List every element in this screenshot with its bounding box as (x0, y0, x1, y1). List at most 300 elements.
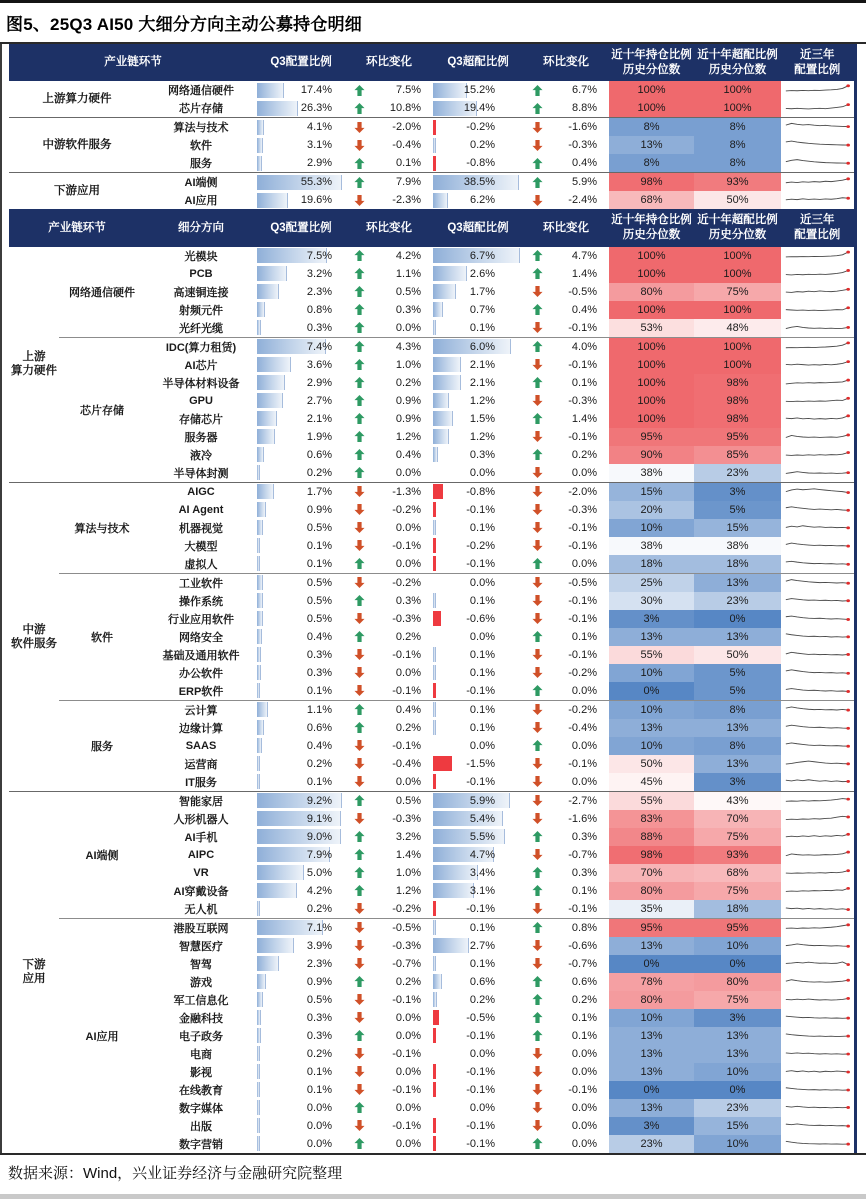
q3-overweight-cell (433, 356, 523, 374)
percentile-overweight-cell: 85% (694, 446, 781, 464)
percentile-holding-cell: 38% (609, 537, 694, 555)
down-arrow-icon (532, 504, 543, 515)
allocation-value: 0.1% (306, 539, 332, 552)
col-header-chain: 产业链环节 (9, 44, 257, 81)
chain-group-label: 下游应用 (9, 173, 145, 210)
change-value: 0.2% (571, 993, 597, 1006)
allocation-value: 0.5% (306, 576, 332, 589)
segment-label: 基础及通用软件 (162, 649, 240, 662)
change-value: 0.0% (395, 1065, 421, 1078)
change-value: 0.0% (571, 1065, 597, 1078)
mom-change-cell (345, 573, 433, 592)
percentile-holding-cell: 15% (609, 482, 694, 501)
segment-label: ERP软件 (178, 685, 224, 698)
sparkline-cell (781, 737, 855, 755)
q3-overweight-cell (433, 191, 523, 209)
change-value: -0.3% (392, 812, 421, 825)
sparkline-cell (781, 610, 855, 628)
q3-overweight-cell (433, 81, 523, 99)
change-value: 1.2% (395, 430, 421, 443)
overweight-value: -0.5% (466, 1011, 495, 1024)
sparkline-chart (783, 247, 851, 262)
sparkline-chart (783, 646, 851, 661)
change-value: 0.0% (395, 1029, 421, 1042)
table-row (9, 918, 855, 937)
segment-label: 军工信息化 (173, 994, 229, 1007)
up-arrow-icon (354, 558, 365, 569)
sparkline-cell (781, 537, 855, 555)
overweight-value: -0.1% (466, 503, 495, 516)
overweight-value: -0.1% (466, 1065, 495, 1078)
overweight-value: -0.1% (466, 1083, 495, 1096)
sparkline-cell (781, 1135, 855, 1153)
overweight-change-cell (523, 81, 609, 99)
overweight-change-cell (523, 646, 609, 664)
segment-label: 出版 (190, 1120, 212, 1133)
overweight-value: 0.1% (469, 957, 495, 970)
table-row (9, 573, 855, 592)
change-value: 4.0% (571, 340, 597, 353)
percentile-overweight-cell: 18% (694, 555, 781, 574)
change-value: 0.0% (395, 775, 421, 788)
q3-overweight-cell (433, 755, 523, 773)
change-value: 0.9% (395, 394, 421, 407)
change-value: 0.0% (571, 1119, 597, 1132)
figure-title: 图5、25Q3 AI50 大细分方向主动公募持仓明细 (6, 15, 362, 34)
percentile-overweight-cell: 13% (694, 1027, 781, 1045)
mom-change-cell (345, 154, 433, 173)
down-arrow-icon (532, 813, 543, 824)
sparkline-chart (783, 937, 851, 952)
segment-label: AI端侧 (145, 173, 257, 192)
up-arrow-icon (532, 1138, 543, 1149)
percentile-overweight-cell: 3% (694, 1009, 781, 1027)
segment-label: 影视 (190, 1066, 212, 1079)
percentile-holding-cell: 25% (609, 573, 694, 592)
percentile-holding-cell: 23% (609, 1135, 694, 1153)
change-value: 1.0% (395, 358, 421, 371)
mom-change-cell (345, 937, 433, 955)
q3-allocation-cell (257, 392, 345, 410)
allocation-value: 7.5% (306, 249, 332, 262)
q3-overweight-cell (433, 1063, 523, 1081)
q3-allocation-cell (257, 1135, 345, 1153)
q3-overweight-cell (433, 374, 523, 392)
change-value: 0.1% (571, 1029, 597, 1042)
down-arrow-icon (354, 1012, 365, 1023)
overweight-value: 6.7% (469, 249, 495, 262)
change-value: -0.5% (568, 285, 597, 298)
change-value: -0.2% (392, 902, 421, 915)
mom-change-cell (345, 737, 433, 755)
sparkline-chart (783, 810, 851, 825)
sparkline-chart (783, 1027, 851, 1042)
q3-overweight-cell (433, 791, 523, 810)
mom-change-cell (345, 900, 433, 919)
change-value: -0.1% (568, 594, 597, 607)
sparkline-chart (783, 1063, 851, 1078)
percentile-holding-cell: 10% (609, 1009, 694, 1027)
allocation-value: 0.3% (306, 321, 332, 334)
up-arrow-icon (532, 976, 543, 987)
segment-label: 网络通信硬件 (168, 85, 235, 98)
segment-label: IT服务 (185, 776, 217, 789)
down-arrow-icon (532, 795, 543, 806)
down-arrow-icon (354, 940, 365, 951)
segment-label: 工业软件 (145, 573, 257, 592)
q3-overweight-cell (433, 682, 523, 701)
sparkline-cell (781, 1099, 855, 1117)
change-value: -0.1% (392, 993, 421, 1006)
allocation-value: 0.1% (306, 775, 332, 788)
allocation-value: 0.6% (306, 448, 332, 461)
change-value: -0.1% (392, 1119, 421, 1132)
sparkline-chart (783, 154, 851, 169)
allocation-value: 9.0% (306, 830, 332, 843)
percentile-overweight-cell: 5% (694, 682, 781, 701)
col-header-segment: 细分方向 (145, 209, 257, 246)
overweight-value: 0.0% (469, 466, 495, 479)
percentile-overweight-cell: 18% (694, 900, 781, 919)
up-arrow-icon (532, 831, 543, 842)
percentile-overweight-cell: 95% (694, 428, 781, 446)
up-arrow-icon (532, 158, 543, 169)
percentile-holding-cell: 100% (609, 337, 694, 356)
segment-label: 服务器 (184, 431, 218, 444)
sparkline-cell (781, 410, 855, 428)
change-value: 4.2% (395, 249, 421, 262)
percentile-overweight-cell: 8% (694, 154, 781, 173)
percentile-holding-cell: 13% (609, 1099, 694, 1117)
down-arrow-icon (532, 704, 543, 715)
sparkline-chart (783, 464, 851, 479)
q3-allocation-cell (257, 973, 345, 991)
percentile-overweight-cell: 100% (694, 301, 781, 319)
q3-allocation-cell (257, 828, 345, 846)
overweight-value: 0.1% (469, 666, 495, 679)
sparkline-chart (783, 664, 851, 679)
q3-overweight-cell (433, 1099, 523, 1117)
down-arrow-icon (532, 667, 543, 678)
q3-allocation-cell (257, 846, 345, 864)
q3-allocation-cell (257, 247, 345, 265)
sparkline-cell (781, 154, 855, 173)
overweight-value: 0.1% (469, 648, 495, 661)
down-arrow-icon (354, 740, 365, 751)
mom-change-cell (345, 882, 433, 900)
overweight-value: -0.2% (466, 121, 496, 134)
overweight-value: 0.2% (469, 139, 496, 152)
percentile-overweight-cell: 95% (694, 918, 781, 937)
percentile-holding-cell: 100% (609, 301, 694, 319)
segment-label: 虚拟人 (184, 558, 218, 571)
down-arrow-icon (532, 1120, 543, 1131)
percentile-overweight-cell: 8% (694, 700, 781, 719)
change-value: 0.3% (395, 594, 421, 607)
segment-label: IDC(算力租赁) (145, 337, 257, 356)
sparkline-chart (783, 846, 851, 861)
q3-overweight-cell (433, 828, 523, 846)
change-value: 10.8% (389, 102, 422, 115)
overweight-change-cell (523, 555, 609, 574)
sparkline-chart (783, 574, 851, 589)
up-arrow-icon (532, 413, 543, 424)
q3-overweight-cell (433, 773, 523, 792)
percentile-overweight-cell: 13% (694, 719, 781, 737)
change-value: -0.1% (392, 1047, 421, 1060)
allocation-value: 3.6% (306, 358, 332, 371)
overweight-change-cell (523, 791, 609, 810)
allocation-value: 0.1% (306, 684, 332, 697)
overweight-change-cell (523, 265, 609, 283)
overweight-change-cell (523, 973, 609, 991)
overweight-change-cell (523, 99, 609, 118)
overweight-change-cell (523, 519, 609, 537)
q3-allocation-cell (257, 356, 345, 374)
sparkline-chart (783, 737, 851, 752)
change-value: 0.3% (395, 303, 421, 316)
up-arrow-icon (354, 359, 365, 370)
overweight-change-cell (523, 573, 609, 592)
allocation-value: 0.2% (306, 466, 332, 479)
overweight-value: -0.1% (466, 1029, 495, 1042)
percentile-holding-cell: 100% (609, 356, 694, 374)
allocation-value: 2.9% (306, 157, 333, 170)
overweight-value: 0.1% (469, 321, 495, 334)
segment-label: 芯片存储 (179, 103, 224, 116)
allocation-value: 0.1% (306, 557, 332, 570)
change-value: 0.2% (571, 448, 597, 461)
down-arrow-icon (532, 722, 543, 733)
percentile-overweight-cell: 23% (694, 464, 781, 483)
segment-label: 电子政务 (179, 1030, 223, 1043)
percentile-overweight-cell: 8% (694, 118, 781, 137)
subgroup-label: 算法与技术 (59, 482, 145, 573)
mom-change-cell (345, 519, 433, 537)
q3-overweight-cell (433, 118, 523, 137)
overweight-change-cell (523, 410, 609, 428)
overweight-change-cell (523, 900, 609, 919)
overweight-value: 2.1% (469, 376, 495, 389)
overweight-value: -0.1% (466, 1119, 495, 1132)
mom-change-cell (345, 846, 433, 864)
allocation-value: 0.0% (306, 1119, 332, 1132)
down-arrow-icon (532, 849, 543, 860)
q3-overweight-cell (433, 955, 523, 973)
mom-change-cell (345, 646, 433, 664)
col-header-q3-allocation: Q3配置比例 (257, 44, 345, 81)
change-value: -0.5% (568, 576, 597, 589)
percentile-holding-cell: 0% (609, 682, 694, 701)
overweight-change-cell (523, 446, 609, 464)
sparkline-chart (783, 555, 851, 570)
mom-change-cell (345, 592, 433, 610)
sparkline-cell (781, 99, 855, 118)
sparkline-cell (781, 501, 855, 519)
mom-change-cell (345, 428, 433, 446)
allocation-value: 0.8% (306, 303, 332, 316)
col-header-chain: 产业链环节 (9, 209, 145, 246)
segment-label: 港股互联网 (145, 918, 257, 937)
change-value: -2.0% (392, 121, 422, 134)
col-header-sparkline: 近三年 配置比例 (781, 44, 855, 81)
segment-label: SAAS (185, 739, 217, 752)
change-value: 0.1% (395, 157, 422, 170)
allocation-value: 0.9% (306, 975, 332, 988)
percentile-holding-cell: 90% (609, 446, 694, 464)
change-value: 0.0% (571, 557, 597, 570)
subgroup-label: 网络通信硬件 (69, 286, 135, 299)
percentile-overweight-cell: 8% (694, 737, 781, 755)
sparkline-chart (783, 682, 851, 697)
percentile-overweight-cell: 50% (694, 191, 781, 209)
col-header-q3-allocation: Q3配置比例 (257, 209, 345, 246)
q3-overweight-cell (433, 555, 523, 574)
sparkline-cell (781, 392, 855, 410)
q3-allocation-cell (257, 1045, 345, 1063)
sparkline-cell (781, 755, 855, 773)
overweight-value: 1.5% (469, 412, 495, 425)
change-value: -2.4% (568, 194, 598, 207)
change-value: -0.2% (392, 503, 421, 516)
sparkline-chart (783, 301, 851, 316)
overweight-change-cell (523, 337, 609, 356)
q3-allocation-cell (257, 537, 345, 555)
percentile-overweight-cell: 0% (694, 955, 781, 973)
q3-allocation-cell (257, 99, 345, 118)
percentile-overweight-cell: 75% (694, 283, 781, 301)
overweight-change-cell (523, 1045, 609, 1063)
percentile-overweight-cell: 38% (694, 537, 781, 555)
q3-overweight-cell (433, 1009, 523, 1027)
sparkline-chart (783, 392, 851, 407)
q3-overweight-cell (433, 664, 523, 682)
percentile-holding-cell: 13% (609, 136, 694, 154)
percentile-holding-cell: 78% (609, 973, 694, 991)
mom-change-cell (345, 392, 433, 410)
segment-label: 液冷 (190, 449, 212, 462)
chain-group-label: 上游算力硬件 (42, 93, 112, 106)
overweight-change-cell (523, 773, 609, 792)
mom-change-cell (345, 1099, 433, 1117)
change-value: 0.0% (571, 1101, 597, 1114)
sparkline-chart (783, 118, 851, 133)
sparkline-cell (781, 81, 855, 99)
overweight-value: 6.2% (469, 194, 496, 207)
q3-overweight-cell (433, 392, 523, 410)
segment-label: 数字营销 (179, 1138, 223, 1151)
allocation-value: 2.7% (306, 394, 332, 407)
allocation-value: 26.3% (300, 102, 333, 115)
overweight-change-cell (523, 501, 609, 519)
sparkline-chart (783, 919, 851, 934)
allocation-value: 17.4% (300, 84, 333, 97)
allocation-value: 0.4% (306, 630, 332, 643)
chain-group-label: 中游 软件服务 (9, 482, 59, 791)
allocation-value: 9.2% (306, 794, 332, 807)
overweight-change-cell (523, 154, 609, 173)
change-value: 5.9% (571, 176, 598, 189)
percentile-overweight-cell: 3% (694, 482, 781, 501)
overweight-change-cell (523, 301, 609, 319)
q3-allocation-cell (257, 337, 345, 356)
q3-allocation-cell (257, 628, 345, 646)
col-header-q3-overweight: Q3超配比例 (433, 44, 523, 81)
percentile-overweight-cell: 13% (694, 573, 781, 592)
sparkline-cell (781, 791, 855, 810)
sparkline-chart (783, 265, 851, 280)
q3-allocation-cell (257, 700, 345, 719)
down-arrow-icon (354, 140, 365, 151)
up-arrow-icon (532, 922, 543, 933)
up-arrow-icon (532, 1030, 543, 1041)
up-arrow-icon (354, 177, 365, 188)
change-value: -0.1% (568, 521, 597, 534)
segment-label: 操作系统 (179, 595, 223, 608)
table-row (9, 337, 855, 356)
percentile-overweight-cell: 8% (694, 136, 781, 154)
change-value: 0.0% (571, 739, 597, 752)
overweight-change-cell (523, 356, 609, 374)
overweight-value: 0.1% (469, 721, 495, 734)
sparkline-chart (783, 628, 851, 643)
q3-overweight-cell (433, 99, 523, 118)
percentile-holding-cell: 13% (609, 719, 694, 737)
mom-change-cell (345, 356, 433, 374)
overweight-change-cell (523, 118, 609, 137)
mom-change-cell (345, 81, 433, 99)
change-value: -0.1% (568, 902, 597, 915)
change-value: -0.4% (392, 139, 422, 152)
segment-label: 光模块 (184, 250, 218, 263)
down-arrow-icon (354, 1120, 365, 1131)
sparkline-cell (781, 173, 855, 192)
allocation-value: 5.0% (306, 866, 332, 879)
allocation-value: 0.1% (306, 1065, 332, 1078)
segment-label: 游戏 (190, 976, 212, 989)
change-value: -0.3% (392, 939, 421, 952)
table-row (9, 700, 855, 719)
sparkline-chart (783, 173, 851, 188)
change-value: 0.0% (571, 1137, 597, 1150)
up-arrow-icon (354, 595, 365, 606)
allocation-value: 0.2% (306, 902, 332, 915)
mom-change-cell (345, 791, 433, 810)
mom-change-cell (345, 755, 433, 773)
sparkline-chart (783, 319, 851, 334)
allocation-value: 1.7% (306, 485, 332, 498)
up-arrow-icon (354, 322, 365, 333)
sparkline-cell (781, 864, 855, 882)
percentile-holding-cell: 98% (609, 846, 694, 864)
down-arrow-icon (354, 958, 365, 969)
change-value: -0.1% (568, 358, 597, 371)
change-value: -0.6% (568, 939, 597, 952)
sparkline-cell (781, 664, 855, 682)
allocation-value: 9.1% (306, 812, 332, 825)
allocation-value: 4.1% (306, 121, 333, 134)
overweight-value: -0.1% (466, 684, 495, 697)
sparkline-chart (783, 719, 851, 734)
down-arrow-icon (532, 577, 543, 588)
change-value: -0.2% (568, 666, 597, 679)
percentile-holding-cell: 18% (609, 555, 694, 574)
change-value: -1.3% (392, 485, 421, 498)
down-arrow-icon (354, 195, 365, 206)
q3-allocation-cell (257, 955, 345, 973)
mom-change-cell (345, 537, 433, 555)
percentile-holding-cell: 100% (609, 99, 694, 118)
